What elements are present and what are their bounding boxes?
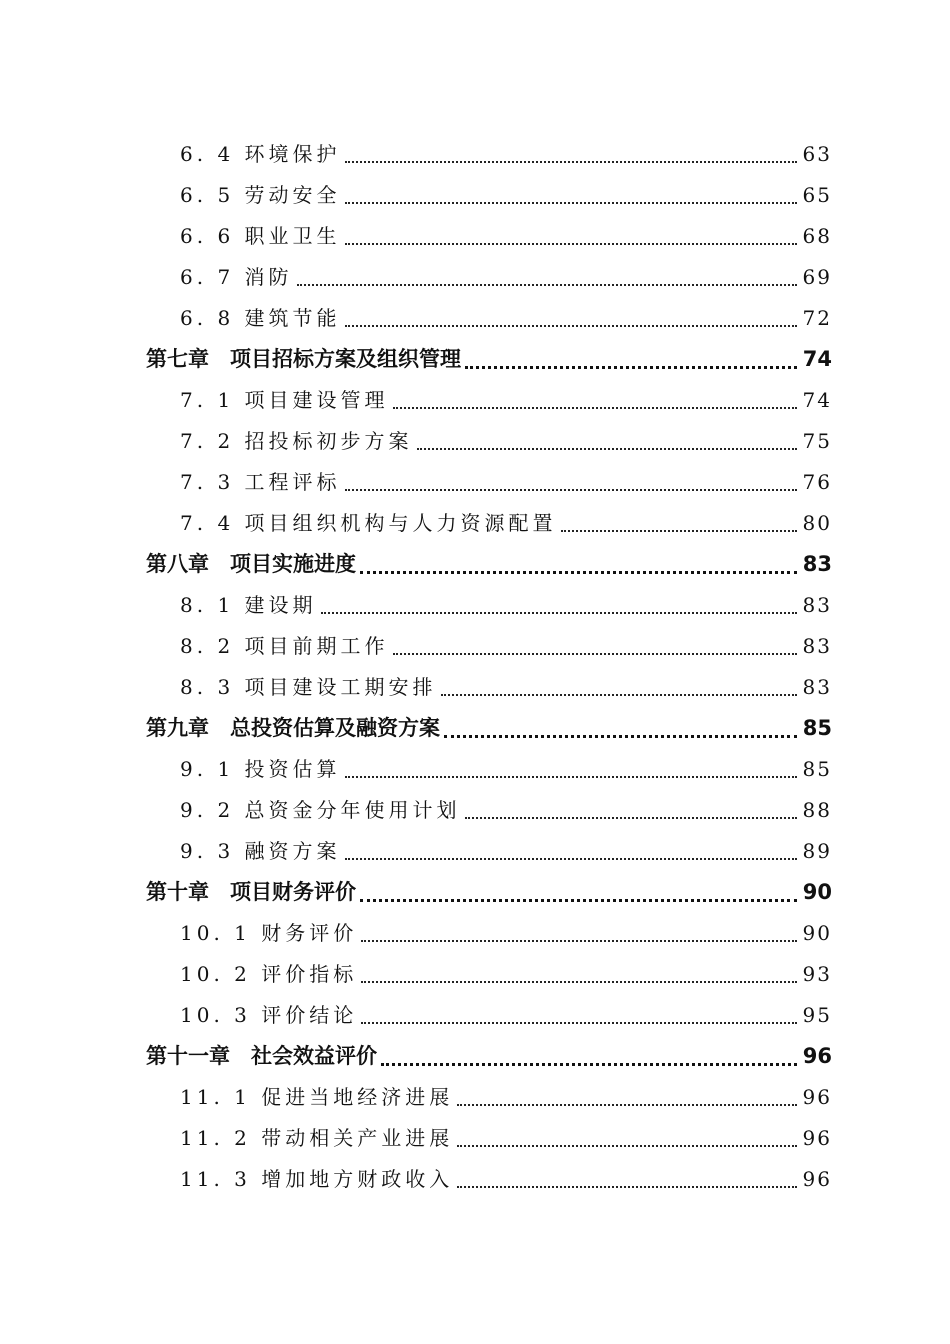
- toc-entry-page-number: 63: [802, 142, 832, 166]
- toc-entry[interactable]: [180, 500, 832, 541]
- toc-entry-page-number: 89: [802, 839, 832, 863]
- toc-entry[interactable]: [180, 1074, 832, 1115]
- dot-leader: [345, 160, 797, 163]
- toc-entry-title: 9. 3 融资方案: [180, 839, 341, 863]
- toc-chapter-title: 第七章 项目招标方案及组织管理: [146, 347, 461, 371]
- toc-entry-title: 6. 6 职业卫生: [180, 224, 341, 248]
- toc-entry-title: 8. 3 项目建设工期安排: [180, 675, 437, 699]
- toc-entry[interactable]: [180, 459, 832, 500]
- toc-entry[interactable]: [180, 828, 832, 869]
- toc-entry[interactable]: [180, 787, 832, 828]
- toc-chapter-title: 第十章 项目财务评价: [146, 880, 356, 904]
- toc-entry-title: 10. 1 财务评价: [180, 921, 358, 945]
- dot-leader: [345, 324, 797, 327]
- toc-entry[interactable]: [180, 172, 832, 213]
- dot-leader: [457, 1185, 796, 1188]
- toc-entry-page-number: 88: [802, 798, 832, 822]
- dot-leader: [361, 1021, 796, 1024]
- dot-leader: [393, 652, 797, 655]
- dot-leader: [345, 857, 797, 860]
- toc-chapter-page-number: 83: [802, 552, 832, 576]
- toc-entry-page-number: 65: [802, 183, 832, 207]
- dot-leader: [417, 447, 797, 450]
- toc-entry-page-number: 74: [802, 388, 832, 412]
- toc-entry-title: 8. 1 建设期: [180, 593, 317, 617]
- toc-entry-page-number: 95: [802, 1003, 832, 1027]
- toc-entry-title: 9. 2 总资金分年使用计划: [180, 798, 461, 822]
- toc-entry[interactable]: [180, 623, 832, 664]
- toc-entry[interactable]: [180, 213, 832, 254]
- toc-entry-page-number: 83: [802, 593, 832, 617]
- toc-chapter-title: 第九章 总投资估算及融资方案: [146, 716, 440, 740]
- toc-entry-page-number: 96: [802, 1085, 832, 1109]
- toc-entry[interactable]: [180, 377, 832, 418]
- toc-entry[interactable]: [180, 992, 832, 1033]
- dot-leader: [297, 283, 797, 286]
- toc-entry-title: 9. 1 投资估算: [180, 757, 341, 781]
- toc-entry-title: 11. 2 带动相关产业进展: [180, 1126, 454, 1150]
- dot-leader: [561, 529, 797, 532]
- dot-leader: [457, 1103, 796, 1106]
- toc-entry[interactable]: [180, 910, 832, 951]
- dot-leader: [465, 816, 797, 819]
- table-of-contents: [0, 131, 950, 1197]
- toc-entry-title: 6. 7 消防: [180, 265, 293, 289]
- dot-leader: [393, 406, 797, 409]
- toc-entry-page-number: 72: [802, 306, 832, 330]
- toc-entry-title: 10. 3 评价结论: [180, 1003, 358, 1027]
- toc-entry-page-number: 83: [802, 675, 832, 699]
- dot-leader: [465, 365, 797, 369]
- toc-chapter-title: 第十一章 社会效益评价: [146, 1044, 377, 1068]
- toc-entry-page-number: 93: [802, 962, 832, 986]
- toc-entry-page-number: 90: [802, 921, 832, 945]
- toc-entry-page-number: 96: [802, 1126, 832, 1150]
- dot-leader: [457, 1144, 796, 1147]
- toc-chapter-title: 第八章 项目实施进度: [146, 552, 356, 576]
- toc-entry-page-number: 96: [802, 1167, 832, 1191]
- toc-entry-page-number: 80: [802, 511, 832, 535]
- toc-chapter-entry[interactable]: [146, 705, 832, 746]
- toc-entry-page-number: 69: [802, 265, 832, 289]
- dot-leader: [444, 734, 797, 738]
- toc-chapter-page-number: 96: [802, 1044, 832, 1068]
- toc-entry[interactable]: [180, 254, 832, 295]
- toc-entry-title: 11. 1 促进当地经济进展: [180, 1085, 454, 1109]
- dot-leader: [345, 201, 797, 204]
- toc-entry-title: 7. 2 招投标初步方案: [180, 429, 413, 453]
- toc-entry-page-number: 76: [802, 470, 832, 494]
- dot-leader: [361, 980, 796, 983]
- dot-leader: [345, 488, 797, 491]
- toc-chapter-page-number: 74: [802, 347, 832, 371]
- dot-leader: [345, 775, 797, 778]
- toc-chapter-entry[interactable]: [146, 336, 832, 377]
- toc-entry[interactable]: [180, 418, 832, 459]
- toc-entry-title: 10. 2 评价指标: [180, 962, 358, 986]
- dot-leader: [441, 693, 797, 696]
- toc-entry-title: 7. 1 项目建设管理: [180, 388, 389, 412]
- toc-entry[interactable]: [180, 1115, 832, 1156]
- dot-leader: [360, 570, 797, 574]
- toc-entry[interactable]: [180, 1156, 832, 1197]
- toc-chapter-entry[interactable]: [146, 869, 832, 910]
- toc-entry-page-number: 83: [802, 634, 832, 658]
- toc-entry-page-number: 85: [802, 757, 832, 781]
- toc-entry[interactable]: [180, 951, 832, 992]
- toc-entry-title: 6. 5 劳动安全: [180, 183, 341, 207]
- toc-entry-title: 7. 3 工程评标: [180, 470, 341, 494]
- toc-entry[interactable]: [180, 295, 832, 336]
- toc-entry-title: 8. 2 项目前期工作: [180, 634, 389, 658]
- dot-leader: [381, 1062, 797, 1066]
- toc-entry[interactable]: [180, 746, 832, 787]
- dot-leader: [360, 898, 797, 902]
- toc-entry-page-number: 68: [802, 224, 832, 248]
- toc-chapter-page-number: 90: [802, 880, 832, 904]
- toc-entry[interactable]: [180, 664, 832, 705]
- dot-leader: [345, 242, 797, 245]
- toc-entry[interactable]: [180, 582, 832, 623]
- toc-entry-title: 6. 8 建筑节能: [180, 306, 341, 330]
- toc-chapter-page-number: 85: [802, 716, 832, 740]
- toc-entry-page-number: 75: [802, 429, 832, 453]
- dot-leader: [321, 611, 797, 614]
- toc-chapter-entry[interactable]: [146, 1033, 832, 1074]
- toc-entry-title: 11. 3 增加地方财政收入: [180, 1167, 454, 1191]
- dot-leader: [361, 939, 796, 942]
- toc-entry-title: 7. 4 项目组织机构与人力资源配置: [180, 511, 557, 535]
- toc-chapter-entry[interactable]: [146, 541, 832, 582]
- toc-entry[interactable]: [180, 131, 832, 172]
- toc-entry-title: 6. 4 环境保护: [180, 142, 341, 166]
